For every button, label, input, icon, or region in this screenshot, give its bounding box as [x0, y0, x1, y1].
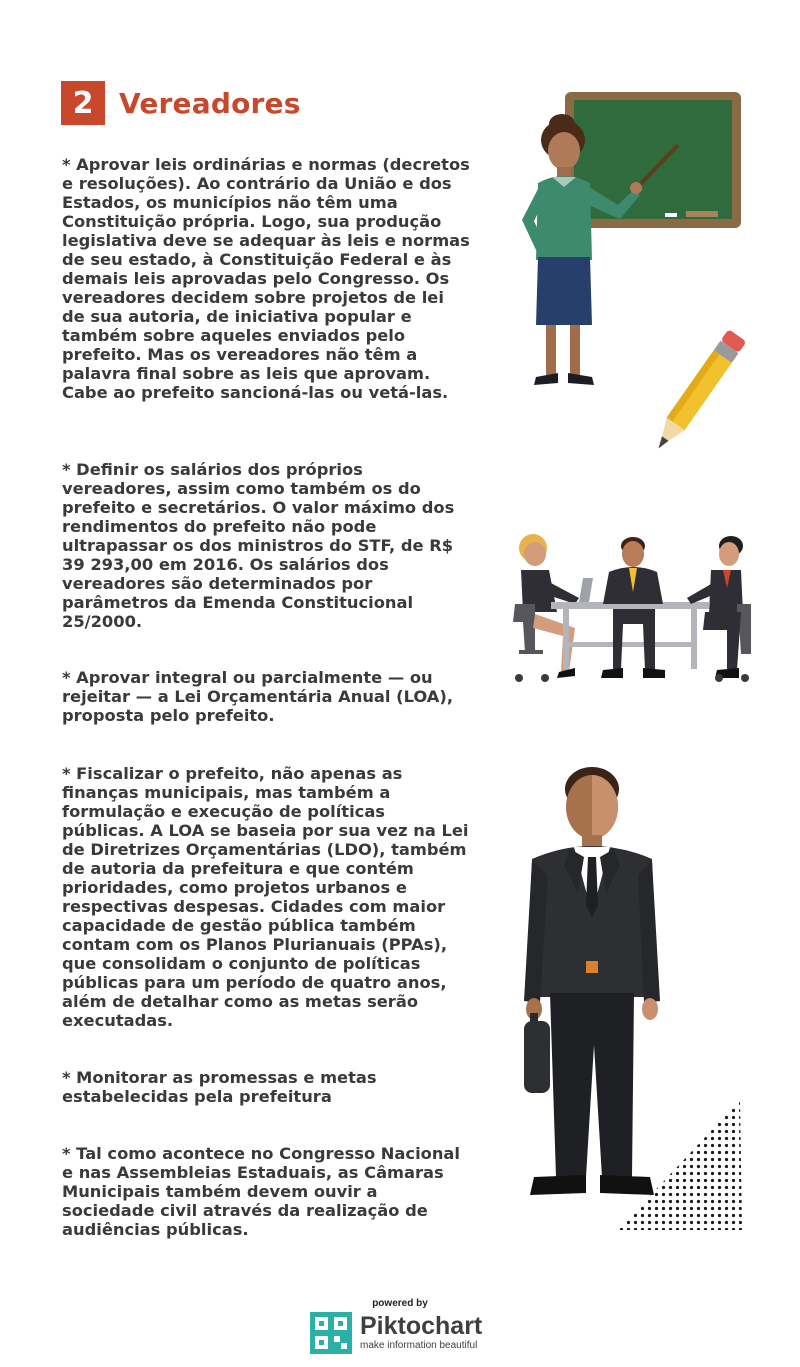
paragraph-6: * Tal como acontece no Congresso Nacional e nas Assembleias Estaduais, as Câmaras Municipais também devem ouvir a sociedade civil através da realização de audiências públicas. [62, 1144, 460, 1239]
paragraph-1: * Aprovar leis ordinárias e normas (decretos e resoluções). Ao contrário da União e dos Estados, os municípios não têm uma Constituição própria. Logo, sua produção legislativa deve se adequar às leis e normas de seu estado, à Constituição Federal e às demais leis aprovadas pelo Congresso. Os vereadores decidem sobre projetos de lei de sua autoria, de iniciativa popular e também sobre aqueles enviados pelo prefeito. Mas os vereadores não têm a palavra final sobre as leis que aprovam. Cabe ao prefeito sancioná-las ou vetá-las. [62, 155, 470, 402]
dotted-triangle-decoration [618, 1100, 746, 1232]
paragraph-2: * Definir os salários dos próprios vereadores, assim como também os do prefeito e secretários. O valor máximo dos rendimentos do prefeito não pode ultrapassar os dos ministros do STF, de R$ 39 293,00 em 2016. Os salários dos vereadores são determinados por parâmetros da Emenda Constitucional 25/2000. [62, 460, 455, 631]
section-number-badge: 2 [61, 81, 105, 125]
meeting-illustration [505, 532, 755, 684]
briefcase [524, 1021, 550, 1093]
footer [0, 1296, 800, 1356]
piktochart-logo[interactable] [310, 1312, 482, 1354]
pencil-illustration [640, 320, 752, 466]
teacher-face [548, 132, 580, 170]
powered-by-label: powered by [372, 1298, 428, 1309]
brand-name: Piktochart [360, 1312, 483, 1340]
piktochart-logo-icon [310, 1312, 352, 1354]
paragraph-5: * Monitorar as promessas e metas estabelecidas pela prefeitura [62, 1068, 377, 1106]
section-title: Vereadores [119, 86, 301, 120]
businessman-tie [586, 857, 598, 917]
section-header [61, 80, 301, 126]
paragraph-3: * Aprovar integral ou parcialmente — ou rejeitar — a Lei Orçamentária Anual (LOA), proposta pelo prefeito. [62, 668, 454, 725]
paragraph-4: * Fiscalizar o prefeito, não apenas as finanças municipais, mas também a formulação e execução de políticas públicas. A LOA se baseia por sua vez na Lei de Diretrizes Orçamentárias (LDO), também de autoria da prefeitura e que contém prioridades, como projetos urbanos e respectivas despesas. Cidades com maior capacidade de gestão pública também contam com os Planos Plurianuais (PPAs), que consolidam o conjunto de políticas públicas para um período de quatro anos, além de detalhar como as metas serão executadas. [62, 764, 469, 1030]
teacher-skirt [536, 257, 592, 325]
teacher-shirt [536, 176, 592, 260]
chair-left [513, 604, 535, 652]
laptop [579, 578, 593, 602]
pencil-body [667, 350, 732, 430]
brand-tagline: make information beautiful [360, 1340, 478, 1351]
